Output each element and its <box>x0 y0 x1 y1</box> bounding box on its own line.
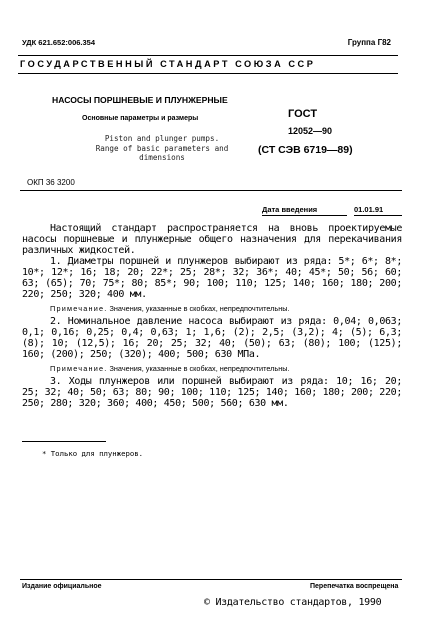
date-label-underline <box>262 215 347 216</box>
note-label: Примечание. <box>50 364 108 373</box>
note-label: Примечание. <box>50 304 108 313</box>
gost-number: 12052—90 <box>287 126 333 136</box>
document-subtitle: Основные параметры и размеры <box>82 115 199 122</box>
header-rule-top <box>18 55 398 56</box>
header-rule-bottom <box>18 73 398 74</box>
gost-label: ГОСТ <box>288 108 318 120</box>
note-2 <box>22 363 402 374</box>
document-body <box>22 223 402 409</box>
clause-3-strokes: 3. Ходы плунжеров или поршней выбирают из ряда: 10; 16; 20; 25; 32; 40; 50; 63; 80; 90; 100; 110; 125; 140; 160; 180; 200; 220; 250; 280; 320; 360; 400; 450; 500; 560; 630 мм. <box>22 376 402 409</box>
udk-code: УДК 621.652:006.354 <box>22 38 96 47</box>
effective-date-value: 01.01.91 <box>354 205 384 214</box>
st-sev-number: (СТ СЭВ 6719—89) <box>258 144 353 156</box>
intro-paragraph: Настоящий стандарт распространяется на вновь проектируемые насосы поршневые и плунжерные общего назначения для перекачивания различных жидкостей. <box>22 223 402 256</box>
effective-date-label: Дата введения <box>262 205 318 214</box>
reprint-prohibited-label: Перепечатка воспрещена <box>310 583 399 590</box>
english-title <box>72 134 252 163</box>
footnote-rule <box>22 441 106 442</box>
group-code: Группа Г82 <box>347 38 391 47</box>
english-title-line: dimensions <box>139 153 185 162</box>
document-title: НАСОСЫ ПОРШНЕВЫЕ И ПЛУНЖЕРНЫЕ <box>52 95 228 105</box>
note-1 <box>22 303 402 314</box>
footer-rule <box>20 579 402 580</box>
note-text: Значения, указанные в скобках, непредпочтительны. <box>109 304 290 313</box>
note-text: Значения, указанные в скобках, непредпочтительны. <box>109 364 290 373</box>
date-value-underline <box>354 215 402 216</box>
okp-rule <box>20 190 402 191</box>
english-title-line: Range of basic parameters and <box>95 143 229 153</box>
footnote: * Только для плунжеров. <box>42 449 144 458</box>
official-edition-label: Издание официальное <box>22 583 102 590</box>
state-standard-banner: ГОСУДАРСТВЕННЫЙ СТАНДАРТ СОЮЗА ССР <box>20 59 316 69</box>
publisher-copyright: © Издательство стандартов, 1990 <box>204 597 382 608</box>
clause-2-pressure: 2. Номинальное давление насоса выбирают из ряда: 0,04; 0,063; 0,1; 0,16; 0,25; 0,4; 0,63; 1; 1,6; (2); 2,5; (3,2); 4; (5); 6,3; (8); 10; (12,5); 16; 20; 25; 32; 40; (50); 63; (80); 100; (125); 160; (200); 250; (320); 400; 500; 630 МПа. <box>22 316 402 360</box>
clause-1-diameters: 1. Диаметры поршней и плунжеров выбирают из ряда: 5*; 6*; 8*; 10*; 12*; 16; 18; 20; 22*; 25; 28*; 32; 36*; 40; 45*; 50; 56; 60; 63; (65); 70; 75*; 80; 85*; 90; 100; 110; 125; 140; 160; 180; 200; 220; 250; 320; 400 мм. <box>22 256 402 300</box>
okp-code: ОКП 36 3200 <box>27 178 75 187</box>
english-title-line: Piston and plunger pumps. <box>104 134 220 143</box>
